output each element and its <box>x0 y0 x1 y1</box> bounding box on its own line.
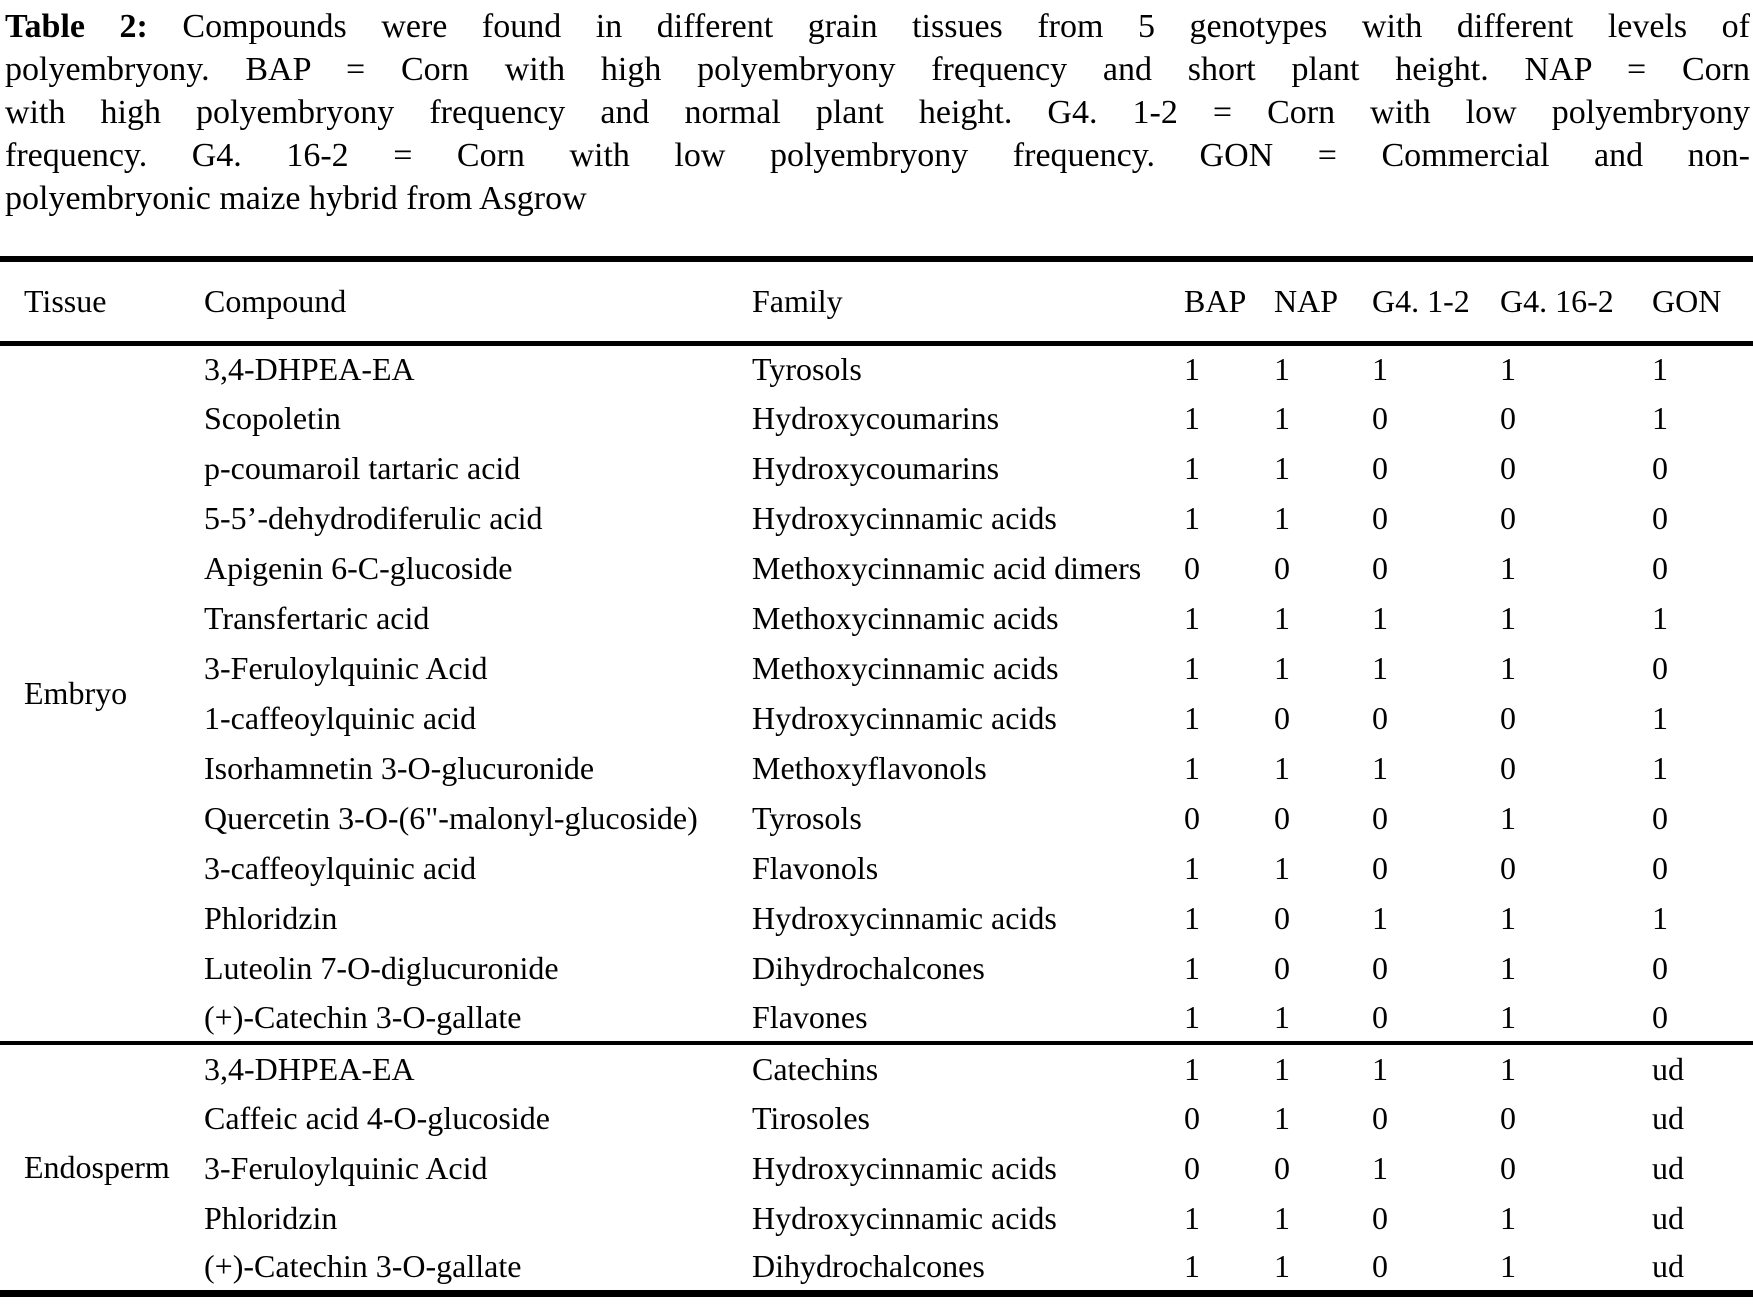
value-cell: 1 <box>1500 949 1516 986</box>
value-cell: 0 <box>1274 699 1290 736</box>
caption-line: polyembryony. BAP = Corn with high polyembryony frequency and short plant height. NAP = Corn <box>5 51 1750 88</box>
value-cell: 0 <box>1500 499 1516 536</box>
value-cell: ud <box>1652 1199 1684 1236</box>
table-row <box>0 1043 1753 1093</box>
value-cell: 0 <box>1274 899 1290 936</box>
family-cell: Methoxyflavonols <box>752 749 987 786</box>
value-cell: 1 <box>1372 649 1388 686</box>
compound-cell: 5-5’-dehydrodiferulic acid <box>204 499 543 536</box>
caption-line: frequency. G4. 16-2 = Corn with low polyembryony frequency. GON = Commercial and non- <box>5 137 1750 174</box>
value-cell: 1 <box>1274 849 1290 886</box>
value-cell: 0 <box>1372 549 1388 586</box>
compound-cell: Luteolin 7-O-diglucuronide <box>204 949 559 986</box>
caption-line: polyembryonic maize hybrid from Asgrow <box>5 180 587 217</box>
table-row <box>0 493 1753 543</box>
value-cell: 1 <box>1274 350 1290 387</box>
table-row <box>0 993 1753 1043</box>
family-cell: Flavonols <box>752 849 879 886</box>
family-cell: Hydroxycinnamic acids <box>752 1149 1057 1186</box>
value-cell: 1 <box>1184 1050 1200 1087</box>
compound-cell: Caffeic acid 4-O-glucoside <box>204 1099 550 1136</box>
value-cell: 1 <box>1274 1247 1290 1284</box>
value-cell: 0 <box>1274 949 1290 986</box>
value-cell: 0 <box>1652 499 1668 536</box>
family-cell: Methoxycinnamic acids <box>752 649 1059 686</box>
table-row <box>0 943 1753 993</box>
value-cell: 0 <box>1372 449 1388 486</box>
value-cell: 1 <box>1500 998 1516 1035</box>
compound-cell: 3-Feruloylquinic Acid <box>204 649 488 686</box>
compound-cell: Isorhamnetin 3-O-glucuronide <box>204 749 595 786</box>
tissue-label-cell: Endosperm <box>24 1148 170 1185</box>
value-cell: 1 <box>1274 998 1290 1035</box>
tissue-label-cell: Embryo <box>24 674 128 711</box>
value-cell: 0 <box>1372 1099 1388 1136</box>
family-cell: Flavones <box>752 998 868 1035</box>
compound-cell: 1-caffeoylquinic acid <box>204 699 477 736</box>
value-cell: 1 <box>1274 599 1290 636</box>
value-cell: 0 <box>1500 449 1516 486</box>
family-cell: Hydroxycoumarins <box>752 399 1000 436</box>
family-cell: Dihydrochalcones <box>752 1247 985 1284</box>
compound-cell: 3-caffeoylquinic acid <box>204 849 477 886</box>
compound-cell: Quercetin 3-O-(6"-malonyl-glucoside) <box>204 799 698 836</box>
value-cell: 0 <box>1500 749 1516 786</box>
value-cell: 1 <box>1500 899 1516 936</box>
compound-cell: Transfertaric acid <box>204 599 430 636</box>
compound-cell: (+)-Catechin 3-O-gallate <box>204 1247 522 1284</box>
value-cell: 1 <box>1184 350 1200 387</box>
value-cell: 0 <box>1372 849 1388 886</box>
value-cell: 0 <box>1184 1099 1200 1136</box>
value-cell: ud <box>1652 1247 1684 1284</box>
value-cell: 1 <box>1500 649 1516 686</box>
table-row <box>0 443 1753 493</box>
value-cell: 1 <box>1184 449 1200 486</box>
value-cell: 1 <box>1652 749 1668 786</box>
table-row <box>0 793 1753 843</box>
value-cell: 0 <box>1372 1247 1388 1284</box>
caption-text: Compounds were found in different grain tissues from 5 genotypes with different levels of <box>182 8 1751 45</box>
value-cell: 1 <box>1184 1199 1200 1236</box>
family-cell: Dihydrochalcones <box>752 949 985 986</box>
value-cell: 1 <box>1274 1050 1290 1087</box>
table-row <box>0 343 1753 393</box>
table-caption <box>0 0 1753 220</box>
family-cell: Tyrosols <box>752 799 862 836</box>
value-cell: 1 <box>1184 749 1200 786</box>
value-cell: ud <box>1652 1149 1684 1186</box>
value-cell: 1 <box>1184 649 1200 686</box>
value-cell: 0 <box>1372 949 1388 986</box>
value-cell: 0 <box>1184 799 1200 836</box>
compound-cell: (+)-Catechin 3-O-gallate <box>204 998 522 1035</box>
column-header: Family <box>752 282 843 319</box>
header-row <box>0 259 1753 343</box>
compound-cell: Phloridzin <box>204 1199 338 1236</box>
value-cell: 0 <box>1652 799 1668 836</box>
value-cell: 0 <box>1372 699 1388 736</box>
table-row <box>0 1093 1753 1143</box>
value-cell: 1 <box>1372 350 1388 387</box>
value-cell: 1 <box>1274 649 1290 686</box>
compound-cell: 3,4-DHPEA-EA <box>204 1050 415 1087</box>
tissue-section <box>0 1043 1753 1293</box>
value-cell: 0 <box>1652 549 1668 586</box>
value-cell: 1 <box>1274 1199 1290 1236</box>
compound-cell: 3,4-DHPEA-EA <box>204 350 415 387</box>
table-row <box>0 643 1753 693</box>
value-cell: 1 <box>1184 699 1200 736</box>
tissue-section <box>0 343 1753 1043</box>
value-cell: 1 <box>1372 1149 1388 1186</box>
value-cell: 0 <box>1500 699 1516 736</box>
family-cell: Hydroxycinnamic acids <box>752 699 1057 736</box>
value-cell: 0 <box>1652 649 1668 686</box>
column-header: BAP <box>1184 282 1247 319</box>
caption-line <box>5 5 1750 48</box>
value-cell: 1 <box>1184 399 1200 436</box>
value-cell: 1 <box>1274 1099 1290 1136</box>
family-cell: Methoxycinnamic acids <box>752 599 1059 636</box>
value-cell: 1 <box>1372 1050 1388 1087</box>
value-cell: 1 <box>1184 1247 1200 1284</box>
value-cell: 0 <box>1652 449 1668 486</box>
value-cell: 1 <box>1500 599 1516 636</box>
column-header: GON <box>1652 282 1722 319</box>
value-cell: 0 <box>1500 1099 1516 1136</box>
value-cell: 1 <box>1652 399 1668 436</box>
family-cell: Hydroxycoumarins <box>752 449 1000 486</box>
value-cell: 0 <box>1652 849 1668 886</box>
value-cell: 1 <box>1500 350 1516 387</box>
family-cell: Hydroxycinnamic acids <box>752 899 1057 936</box>
value-cell: 1 <box>1500 549 1516 586</box>
caption-label: Table 2: <box>5 8 148 45</box>
value-cell: 1 <box>1184 599 1200 636</box>
column-header: G4. 1-2 <box>1372 282 1470 319</box>
table-header <box>0 259 1753 343</box>
value-cell: 1 <box>1184 899 1200 936</box>
value-cell: 0 <box>1372 799 1388 836</box>
value-cell: 1 <box>1274 749 1290 786</box>
family-cell: Hydroxycinnamic acids <box>752 1199 1057 1236</box>
value-cell: 1 <box>1184 949 1200 986</box>
value-cell: 0 <box>1500 399 1516 436</box>
family-cell: Catechins <box>752 1050 879 1087</box>
column-header: Compound <box>204 282 347 319</box>
value-cell: 0 <box>1372 998 1388 1035</box>
value-cell: ud <box>1652 1050 1684 1087</box>
value-cell: 1 <box>1500 1050 1516 1087</box>
family-cell: Tirosoles <box>752 1099 870 1136</box>
value-cell: 0 <box>1372 399 1388 436</box>
value-cell: 0 <box>1500 1149 1516 1186</box>
column-header: Tissue <box>24 282 107 319</box>
table-row <box>0 893 1753 943</box>
family-cell: Tyrosols <box>752 350 862 387</box>
value-cell: 1 <box>1372 749 1388 786</box>
value-cell: 0 <box>1274 549 1290 586</box>
value-cell: 1 <box>1184 499 1200 536</box>
column-header: G4. 16-2 <box>1500 282 1614 319</box>
value-cell: 1 <box>1274 449 1290 486</box>
table-row <box>0 543 1753 593</box>
table-row <box>0 593 1753 643</box>
value-cell: 1 <box>1500 799 1516 836</box>
value-cell: 0 <box>1652 949 1668 986</box>
value-cell: 1 <box>1184 849 1200 886</box>
compound-cell: p-coumaroil tartaric acid <box>204 449 521 486</box>
table-row <box>0 693 1753 743</box>
value-cell: 1 <box>1500 1247 1516 1284</box>
table-row <box>0 393 1753 443</box>
value-cell: 0 <box>1372 1199 1388 1236</box>
value-cell: 1 <box>1652 899 1668 936</box>
family-cell: Hydroxycinnamic acids <box>752 499 1057 536</box>
value-cell: ud <box>1652 1099 1684 1136</box>
column-header: NAP <box>1274 282 1339 319</box>
value-cell: 0 <box>1372 499 1388 536</box>
table-row <box>0 843 1753 893</box>
value-cell: 1 <box>1652 599 1668 636</box>
table-row <box>0 1143 1753 1193</box>
table-row <box>0 1243 1753 1293</box>
table-row <box>0 743 1753 793</box>
value-cell: 0 <box>1652 998 1668 1035</box>
value-cell: 1 <box>1500 1199 1516 1236</box>
value-cell: 0 <box>1274 799 1290 836</box>
value-cell: 1 <box>1652 699 1668 736</box>
value-cell: 0 <box>1184 1149 1200 1186</box>
value-cell: 1 <box>1274 499 1290 536</box>
compound-cell: Phloridzin <box>204 899 338 936</box>
compound-cell: Scopoletin <box>204 399 341 436</box>
caption-line: with high polyembryony frequency and normal plant height. G4. 1-2 = Corn with low polyembryony <box>5 94 1750 131</box>
table-row <box>0 1193 1753 1243</box>
value-cell: 0 <box>1500 849 1516 886</box>
value-cell: 1 <box>1372 599 1388 636</box>
value-cell: 1 <box>1372 899 1388 936</box>
value-cell: 1 <box>1652 350 1668 387</box>
value-cell: 1 <box>1184 998 1200 1035</box>
value-cell: 0 <box>1274 1149 1290 1186</box>
compound-cell: 3-Feruloylquinic Acid <box>204 1149 488 1186</box>
value-cell: 0 <box>1184 549 1200 586</box>
value-cell: 1 <box>1274 399 1290 436</box>
compound-cell: Apigenin 6-C-glucoside <box>204 549 513 586</box>
family-cell: Methoxycinnamic acid dimers <box>752 549 1142 586</box>
compounds-table <box>0 256 1753 1297</box>
